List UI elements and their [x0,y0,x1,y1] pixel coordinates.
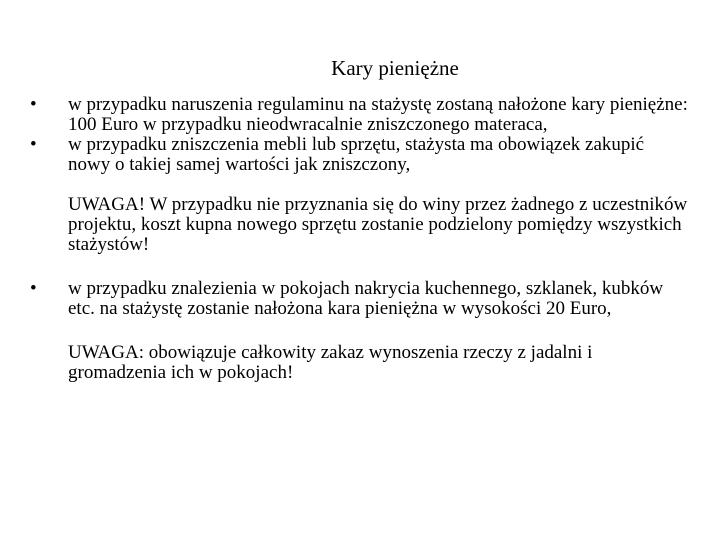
bullet-icon: • [30,278,37,299]
spacer [30,255,690,279]
spacer [30,175,690,195]
warning-note: UWAGA! W przypadku nie przyznania się do winy przez żadnego z uczestników projektu, koszt kupna nowego sprzętu zostanie podzielony pomiędzy wszystkich stażystów! [68,194,688,255]
bullet-text: w przypadku zniszczenia mebli lub sprzętu, stażysta ma obowiązek zakupić nowy o takiej samej wartości jak zniszczony, [68,134,645,175]
slide-content [30,95,690,383]
bullet-text: w przypadku naruszenia regulaminu na stażystę zostaną nałożone kary pieniężne: 100 Euro w przypadku nieodwracalnie zniszczonego materaca, [68,94,688,135]
bullet-item [30,135,690,175]
warning-note: UWAGA: obowiązuje całkowity zakaz wynoszenia rzeczy z jadalni i gromadzenia ich w pokojach! [68,342,593,383]
spacer [30,319,690,343]
bullet-icon: • [30,134,37,155]
bullet-item [30,279,690,319]
bullet-icon: • [30,94,37,115]
slide-title: Kary pieniężne [331,56,459,80]
bullet-text: w przypadku znalezienia w pokojach nakrycia kuchennego, szklanek, kubków etc. na stażystę zostanie nałożona kara pieniężna w wysokości 20 Euro, [68,278,664,319]
bullet-item [30,95,690,135]
